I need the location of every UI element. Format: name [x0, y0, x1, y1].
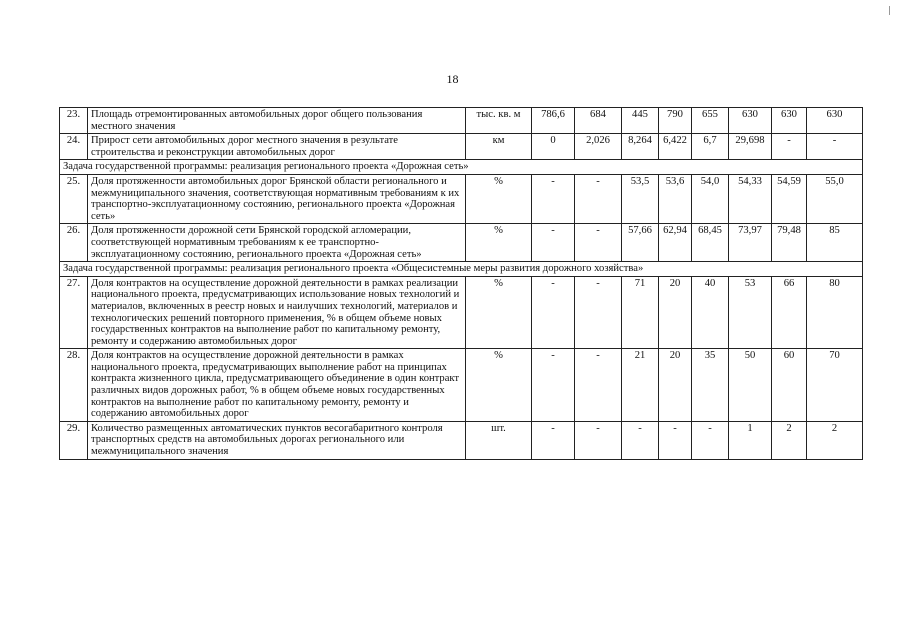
- value-cell: 70: [807, 349, 863, 422]
- value-cell: 20: [659, 349, 692, 422]
- value-cell: -: [575, 349, 622, 422]
- value-cell: 57,66: [622, 224, 659, 262]
- value-cell: 50: [729, 349, 772, 422]
- value-cell: -: [659, 421, 692, 459]
- value-cell: -: [532, 174, 575, 223]
- value-cell: 2: [772, 421, 807, 459]
- value-cell: 21: [622, 349, 659, 422]
- value-cell: 54,59: [772, 174, 807, 223]
- indicator-description: Количество размещенных автоматических пунктов весогабаритного контроля транспортных средств на автомобильных дорогах регионального или межмуниципального значения: [88, 421, 466, 459]
- row-number: 26.: [60, 224, 88, 262]
- value-cell: -: [575, 224, 622, 262]
- value-cell: 790: [659, 108, 692, 134]
- indicator-description: Доля контрактов на осуществление дорожной деятельности в рамках национального проекта, предусматривающих выполнение работ на принципах контракта жизненного цикла, предусматривающего объединение в один контракт различных видов дорожных работ, % в общем объеме новых государственных контрактов на выполнение работ по капитальному ремонту, ремонту и содержанию автомобильных дорог: [88, 349, 466, 422]
- value-cell: -: [532, 224, 575, 262]
- indicator-description: Доля протяженности автомобильных дорог Брянской области регионального и межмуниципального значения, соответствующая нормативным требованиям к их транспортно-эксплуатационному состоянию, регионального проекта «Дорожная сеть»: [88, 174, 466, 223]
- unit-cell: км: [466, 134, 532, 160]
- unit-cell: %: [466, 224, 532, 262]
- value-cell: 68,45: [692, 224, 729, 262]
- value-cell: 684: [575, 108, 622, 134]
- value-cell: 71: [622, 276, 659, 349]
- table-body: [60, 108, 863, 460]
- value-cell: -: [622, 421, 659, 459]
- value-cell: 85: [807, 224, 863, 262]
- value-cell: -: [532, 276, 575, 349]
- task-header: Задача государственной программы: реализация регионального проекта «Общесистемные меры развития дорожного хозяйства»: [60, 262, 863, 277]
- value-cell: 54,0: [692, 174, 729, 223]
- page-number: 18: [446, 72, 459, 86]
- row-number: 24.: [60, 134, 88, 160]
- value-cell: 54,33: [729, 174, 772, 223]
- indicator-description: Площадь отремонтированных автомобильных дорог общего пользования местного значения: [88, 108, 466, 134]
- value-cell: 630: [807, 108, 863, 134]
- value-cell: 40: [692, 276, 729, 349]
- value-cell: 655: [692, 108, 729, 134]
- indicator-description: Доля протяженности дорожной сети Брянской городской агломерации, соответствующей нормативным требованиям к ее транспортно-эксплуатационному состоянию, регионального проекта «Дорожная сеть»: [88, 224, 466, 262]
- value-cell: 8,264: [622, 134, 659, 160]
- unit-cell: тыс. кв. м: [466, 108, 532, 134]
- value-cell: 29,698: [729, 134, 772, 160]
- value-cell: 6,7: [692, 134, 729, 160]
- value-cell: 20: [659, 276, 692, 349]
- value-cell: 630: [772, 108, 807, 134]
- value-cell: 53: [729, 276, 772, 349]
- unit-cell: %: [466, 174, 532, 223]
- value-cell: 66: [772, 276, 807, 349]
- table-row: [60, 421, 863, 459]
- table-row: [60, 108, 863, 134]
- value-cell: 80: [807, 276, 863, 349]
- value-cell: -: [575, 174, 622, 223]
- value-cell: 630: [729, 108, 772, 134]
- table-row: [60, 224, 863, 262]
- task-header-row: [60, 262, 863, 277]
- value-cell: 55,0: [807, 174, 863, 223]
- value-cell: 786,6: [532, 108, 575, 134]
- value-cell: 79,48: [772, 224, 807, 262]
- indicator-description: Прирост сети автомобильных дорог местного значения в результате строительства и реконструкции автомобильных дорог: [88, 134, 466, 160]
- value-cell: -: [575, 421, 622, 459]
- value-cell: 1: [729, 421, 772, 459]
- unit-cell: шт.: [466, 421, 532, 459]
- value-cell: -: [772, 134, 807, 160]
- value-cell: 2: [807, 421, 863, 459]
- row-number: 28.: [60, 349, 88, 422]
- value-cell: 0: [532, 134, 575, 160]
- value-cell: 53,5: [622, 174, 659, 223]
- value-cell: 53,6: [659, 174, 692, 223]
- indicator-description: Доля контрактов на осуществление дорожной деятельности в рамках реализации национального проекта, предусматривающих использование новых технологий и материалов, включенных в реестр новых и наилучших технологий, материалов и технологических решений повторного применения, % в общем объеме новых государственных контрактов на выполнение работ по капитальному ремонту, ремонту и содержанию автомобильных дорог: [88, 276, 466, 349]
- indicators-table: [59, 107, 863, 460]
- task-header-row: [60, 160, 863, 175]
- table-row: [60, 174, 863, 223]
- table-row: [60, 276, 863, 349]
- row-number: 25.: [60, 174, 88, 223]
- value-cell: 62,94: [659, 224, 692, 262]
- value-cell: -: [532, 349, 575, 422]
- value-cell: -: [807, 134, 863, 160]
- value-cell: -: [532, 421, 575, 459]
- table-row: [60, 349, 863, 422]
- table-row: [60, 134, 863, 160]
- unit-cell: %: [466, 276, 532, 349]
- value-cell: 445: [622, 108, 659, 134]
- value-cell: -: [575, 276, 622, 349]
- unit-cell: %: [466, 349, 532, 422]
- value-cell: 60: [772, 349, 807, 422]
- task-header: Задача государственной программы: реализация регионального проекта «Дорожная сеть»: [60, 160, 863, 175]
- value-cell: 73,97: [729, 224, 772, 262]
- value-cell: 2,026: [575, 134, 622, 160]
- value-cell: -: [692, 421, 729, 459]
- value-cell: 6,422: [659, 134, 692, 160]
- margin-mark: [889, 6, 890, 15]
- value-cell: 35: [692, 349, 729, 422]
- row-number: 29.: [60, 421, 88, 459]
- row-number: 23.: [60, 108, 88, 134]
- row-number: 27.: [60, 276, 88, 349]
